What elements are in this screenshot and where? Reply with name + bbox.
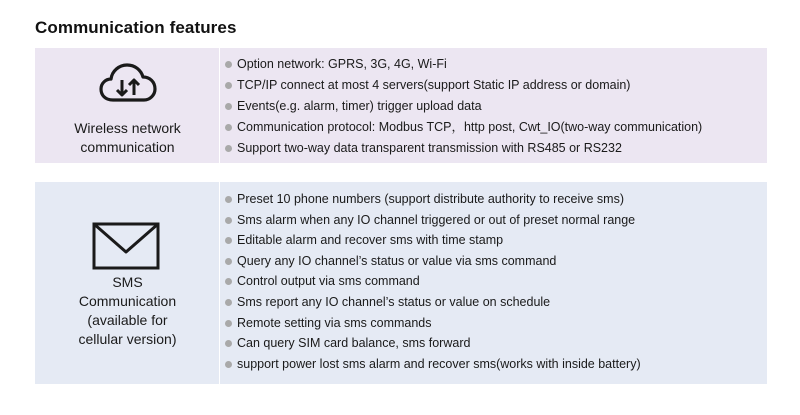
list-item-text: Remote setting via sms commands — [237, 315, 432, 330]
list-item — [221, 357, 767, 378]
bullet-icon — [225, 103, 232, 110]
list-item — [221, 254, 767, 275]
list-item — [221, 57, 767, 78]
envelope-icon — [92, 222, 160, 270]
list-item-text: Query any IO channel’s status or value via sms command — [237, 253, 557, 268]
bullet-icon — [225, 145, 232, 152]
bullet-icon — [225, 82, 232, 89]
wireless-feature-panel — [35, 48, 767, 163]
wireless-feature-label: Wireless network communication — [74, 120, 181, 155]
list-item-text: Preset 10 phone numbers (support distribute authority to receive sms) — [237, 192, 624, 206]
bullet-icon — [225, 196, 232, 203]
list-item — [221, 213, 767, 234]
list-item-text: Events(e.g. alarm, timer) trigger upload data — [237, 99, 482, 113]
bullet-icon — [225, 361, 232, 368]
sms-feature-list — [221, 192, 767, 377]
list-item — [221, 274, 767, 295]
sms-feature-details — [221, 182, 767, 384]
list-item — [221, 141, 767, 162]
list-item-text: Communication protocol: Modbus TCP，http post, Cwt_IO(two-way communication) — [237, 120, 703, 134]
bullet-icon — [225, 61, 232, 68]
list-item — [221, 336, 767, 357]
list-item — [221, 233, 767, 254]
sms-feature-label: SMS Communication (available for cellular version) — [78, 274, 177, 347]
list-item-text: Sms alarm when any IO channel triggered or out of preset normal range — [237, 212, 636, 227]
list-item — [221, 316, 767, 337]
sms-feature-header — [35, 182, 220, 384]
list-item — [221, 192, 767, 213]
list-item-text: Editable alarm and recover sms with time stamp — [237, 233, 504, 248]
list-item-text: Support two-way data transparent transmission with RS485 or RS232 — [237, 141, 622, 155]
bullet-icon — [225, 217, 232, 224]
list-item — [221, 295, 767, 316]
bullet-icon — [225, 278, 232, 285]
list-item-text: Sms report any IO channel’s status or value on schedule — [237, 294, 551, 309]
list-item-text: Option network: GPRS, 3G, 4G, Wi-Fi — [237, 57, 447, 71]
list-item-text: TCP/IP connect at most 4 servers(support Static IP address or domain) — [237, 78, 631, 92]
bullet-icon — [225, 258, 232, 265]
list-item-text: Control output via sms command — [237, 274, 420, 289]
bullet-icon — [225, 124, 232, 131]
wireless-feature-header — [35, 48, 220, 163]
list-item — [221, 120, 767, 141]
list-item-text: support power lost sms alarm and recover sms(works with inside battery) — [237, 356, 641, 371]
bullet-icon — [225, 340, 232, 347]
bullet-icon — [225, 299, 232, 306]
list-item-text: Can query SIM card balance, sms forward — [237, 336, 471, 351]
list-item — [221, 99, 767, 120]
cloud-upload-download-icon — [99, 62, 157, 108]
bullet-icon — [225, 237, 232, 244]
list-item — [221, 78, 767, 99]
bullet-icon — [225, 320, 232, 327]
wireless-feature-list — [221, 57, 767, 162]
sms-feature-panel — [35, 182, 767, 384]
wireless-feature-details — [221, 48, 767, 163]
page-title: Communication features — [35, 18, 237, 37]
